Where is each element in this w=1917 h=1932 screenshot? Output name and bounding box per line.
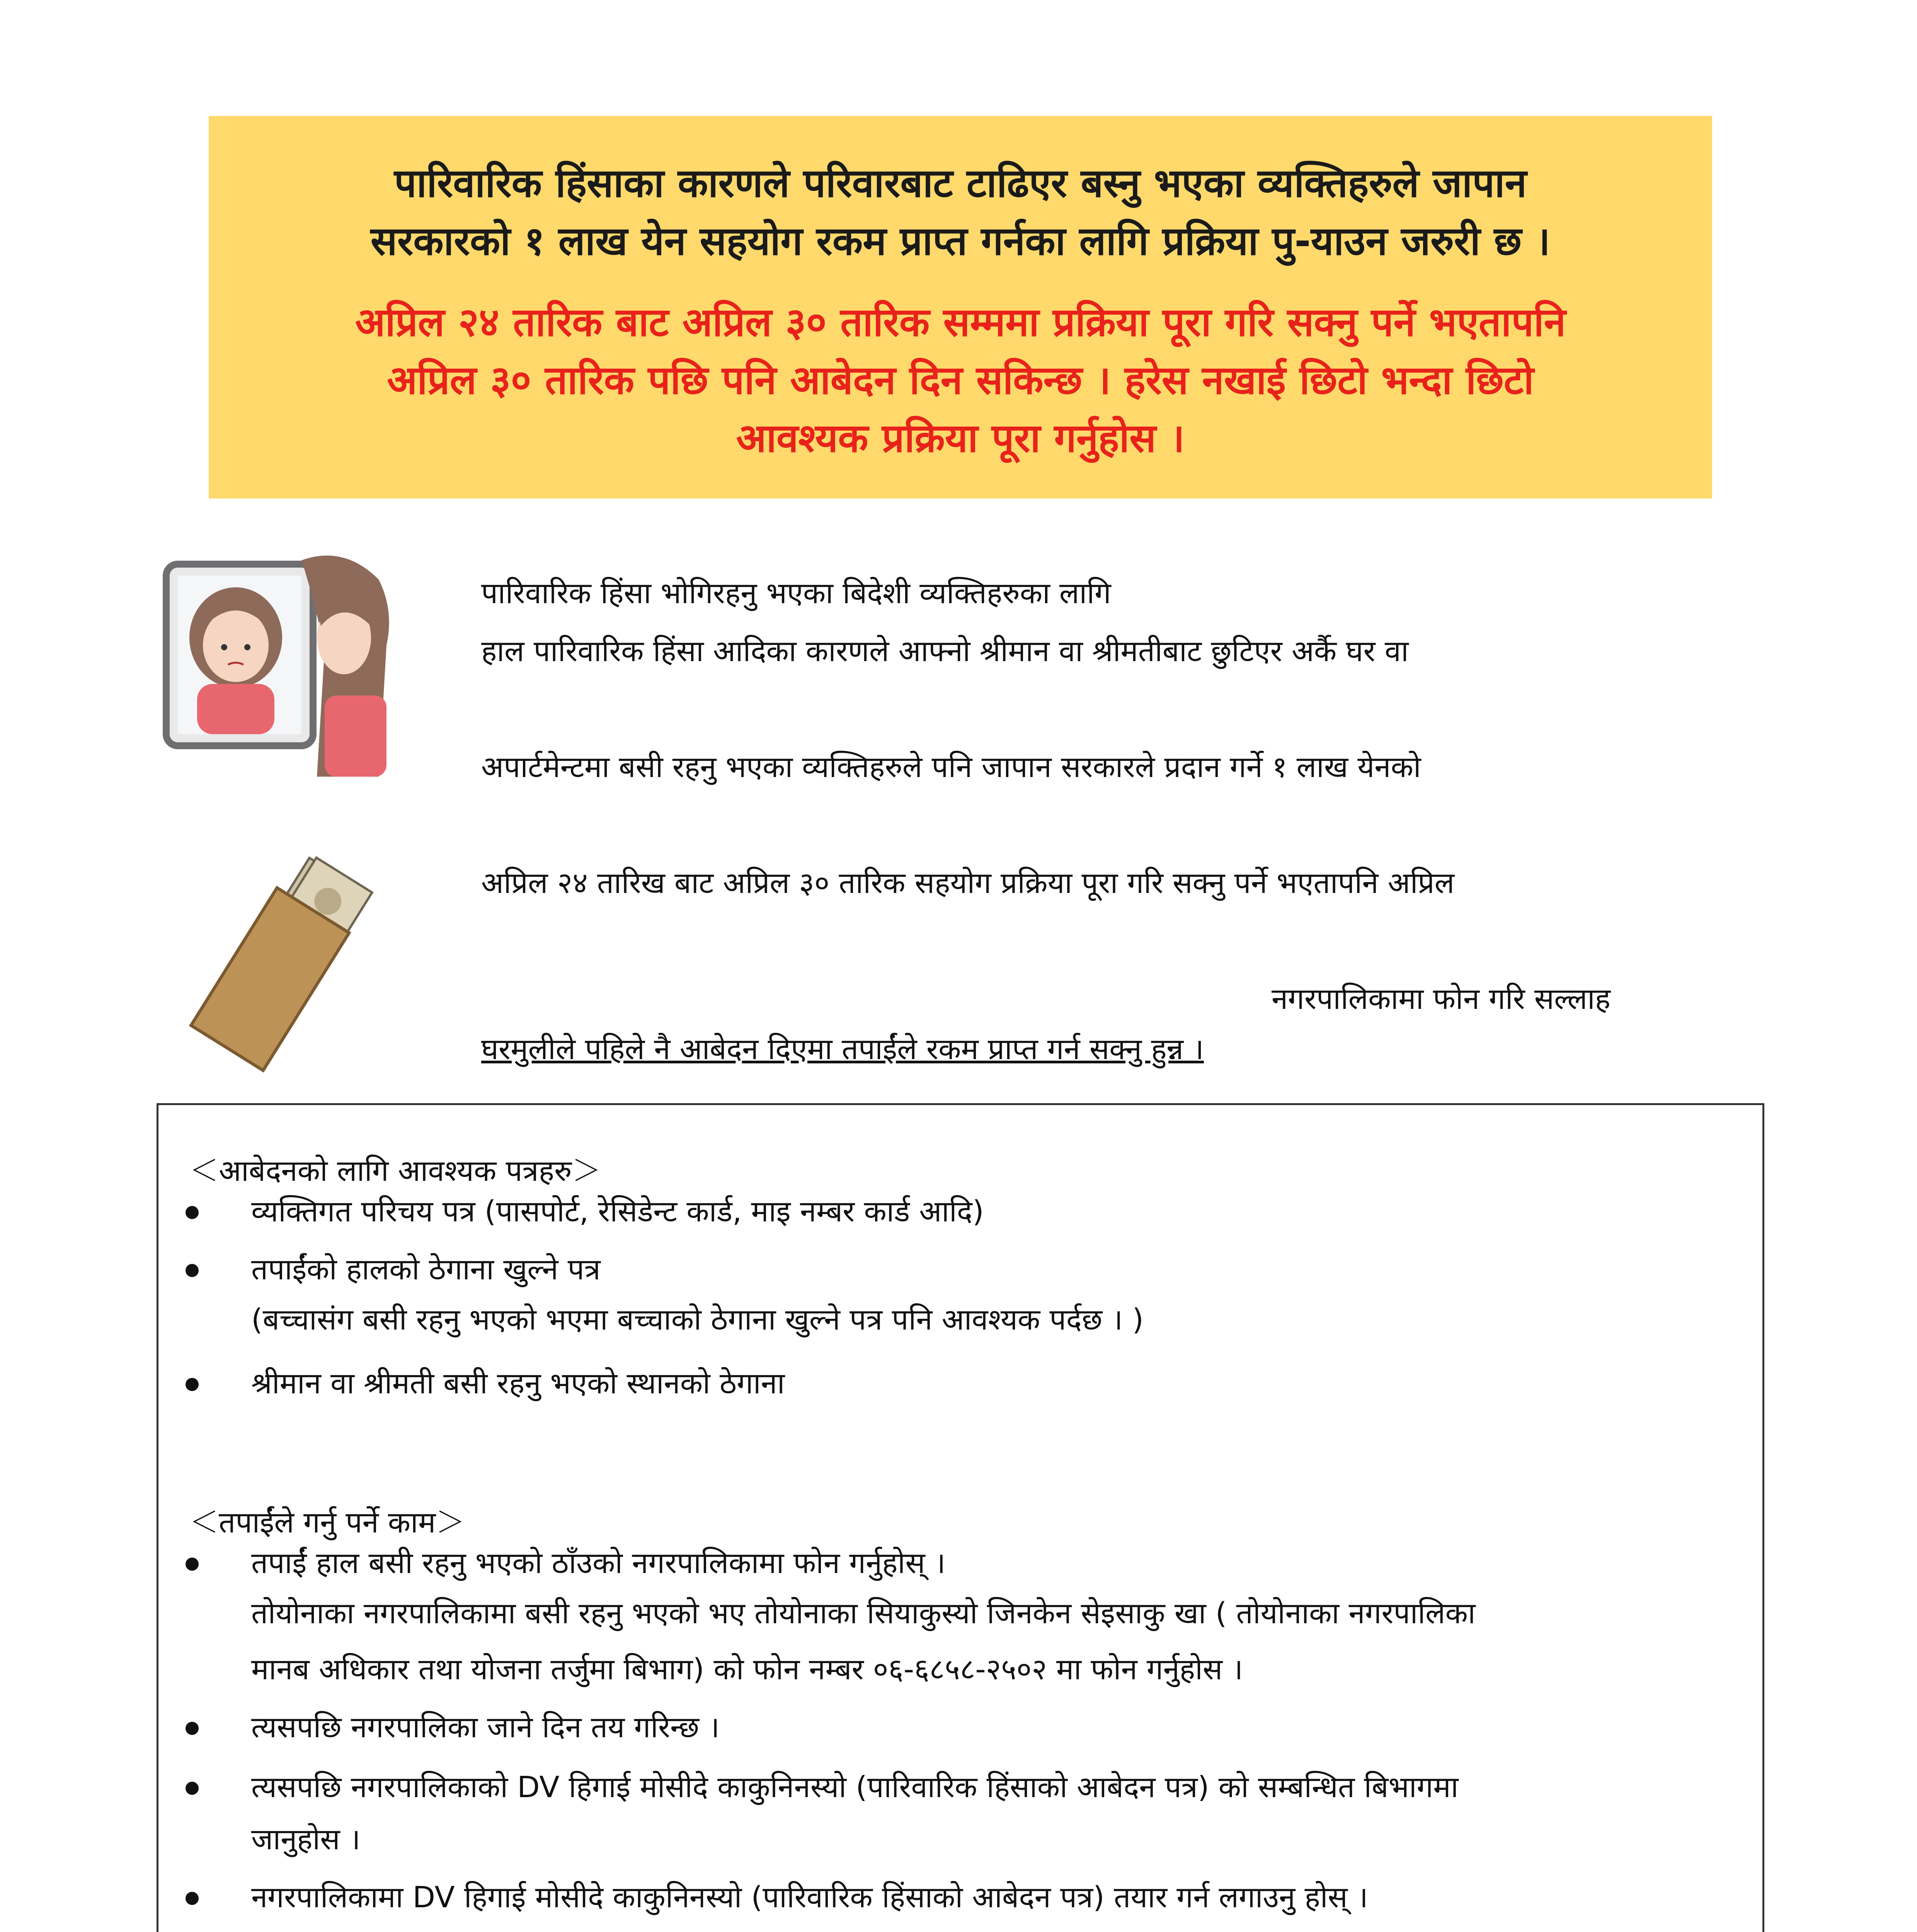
intro-line-5: नगरपालिकामा फोन गरि सल्लाह (1272, 981, 1611, 1016)
intro-heading: पारिवारिक हिंसा भोगिरहनु भएका बिदेशी व्यक्तिहरुका लागि (481, 576, 1111, 610)
bullet-icon (186, 1264, 199, 1277)
banner-line-2: सरकारको १ लाख येन सहयोग रकम प्राप्त गर्नका लागि प्रक्रिया पु-याउन जरुरी छ । (370, 218, 1551, 264)
task-continuation: मानब अधिकार तथा योजना तर्जुमा बिभाग) को फोन नम्बर ०६-६८५८-२५०२ मा फोन गर्नुहोस । (251, 1652, 1243, 1686)
intro-line-2: हाल पारिवारिक हिंसा आदिका कारणले आफ्नो श्रीमान वा श्रीमतीबाट छुटिएर अर्कै घर वा (481, 634, 1409, 668)
bullet-icon (186, 1722, 199, 1735)
requirement-text: श्रीमान वा श्रीमती बसी रहनु भएको स्थानको ठेगाना (251, 1366, 785, 1400)
intro-underlined-note: घरमुलीले पहिले नै आबेदन दिएमा तपाईंले रकम प्राप्त गर्न सक्नु हुन्न । (481, 1032, 1204, 1066)
requirements-heading: ＜आबेदनको लागि आवश्यक पत्रहरु＞ (189, 1153, 601, 1188)
banner-red-line-3: आवश्यक प्रक्रिया पूरा गर्नुहोस । (736, 415, 1185, 461)
bullet-icon (186, 1558, 199, 1571)
requirement-note: (बच्चासंग बसी रहनु भएको भएमा बच्चाको ठेगाना खुल्ने पत्र पनि आवश्यक पर्दछ । ) (251, 1302, 1144, 1337)
intro-line-4: अप्रिल २४ तारिख बाट अप्रिल ३० तारिक सहयोग प्रक्रिया पूरा गरि सक्नु पर्ने भएतापनि अप्रिल (481, 866, 1455, 900)
task-continuation: जानुहोस । (251, 1822, 361, 1856)
bullet-icon (186, 1892, 199, 1905)
notice-banner (209, 116, 1712, 498)
bullet-icon (186, 1782, 199, 1795)
task-text: त्यसपछि नगरपालिकाको DV हिगाई मोसीदे काकुनिनस्यो (पारिवारिक हिंसाको आबेदन पत्र) को सम्बन्धित बिभागमा (251, 1770, 1459, 1804)
tasks-heading: ＜तपाईंले गर्नु पर्ने काम＞ (189, 1505, 465, 1539)
requirement-text: व्यक्तिगत परिचय पत्र (पासपोर्ट, रेसिडेन्ट कार्ड, माइ नम्बर कार्ड आदि) (251, 1194, 984, 1228)
intro-line-3: अपार्टमेन्टमा बसी रहनु भएका व्यक्तिहरुले पनि जापान सरकारले प्रदान गर्ने १ लाख येनको (481, 750, 1421, 784)
banner-red-line-1: अप्रिल २४ तारिक बाट अप्रिल ३० तारिक सम्ममा प्रक्रिया पूरा गरि सक्नु पर्ने भएतापनि (355, 299, 1566, 345)
task-text: तपाईं हाल बसी रहनु भएको ठाँउको नगरपालिकामा फोन गर्नुहोस् । (251, 1546, 946, 1580)
bullet-icon (186, 1206, 199, 1219)
task-text: त्यसपछि नगरपालिका जाने दिन तय गरिन्छ । (251, 1710, 720, 1744)
woman-mirror-illustration (162, 549, 394, 777)
requirement-text: तपाईंको हालको ठेगाना खुल्ने पत्र (251, 1252, 601, 1286)
banner-red-line-2: अप्रिल ३० तारिक पछि पनि आबेदन दिन सकिन्छ । हरेस नखाई छिटो भन्दा छिटो (387, 357, 1534, 403)
money-envelope-illustration (182, 842, 375, 1090)
bullet-icon (186, 1378, 199, 1391)
task-text: नगरपालिकामा DV हिगाई मोसीदे काकुनिनस्यो (पारिवारिक हिंसाको आबेदन पत्र) तयार गर्न लगाउनु होस् । (251, 1880, 1368, 1914)
task-continuation: तोयोनाका नगरपालिकामा बसी रहनु भएको भए तोयोनाका सियाकुस्यो जिनकेन सेइसाकु खा ( तोयोनाका नगरपालिका (251, 1596, 1476, 1630)
banner-line-1: पारिवारिक हिंसाका कारणले परिवारबाट टाढिएर बस्नु भएका व्यक्तिहरुले जापान (394, 160, 1527, 206)
